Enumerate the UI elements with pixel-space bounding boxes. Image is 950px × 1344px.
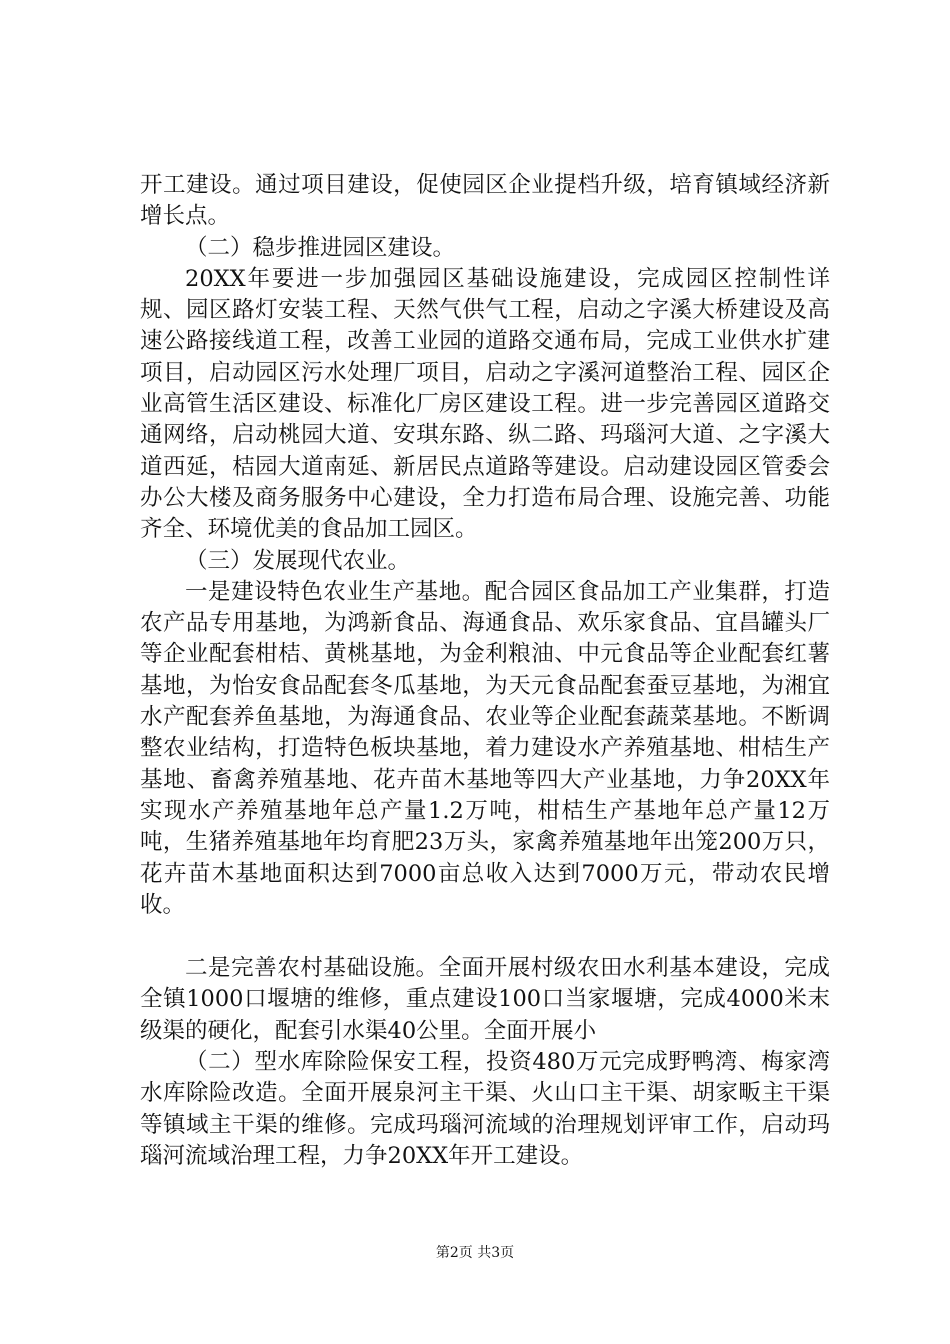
paragraph-rural-infrastructure: 二是完善农村基础设施。全面开展村级农田水利基本建设，完成全镇1000口堰塘的维修，重点建设100口当家堰塘，完成4000米末级渠的硬化，配套引水渠40公里。全面开展小: [140, 955, 830, 1044]
paragraph-reservoir-project: （二）型水库除险保安工程，投资480万元完成野鸭湾、梅家湾水库除险改造。全面开展泉河主干渠、火山口主干渠、胡家畈主干渠等镇域主干渠的维修。完成玛瑙河流域的治理规划评审工作，启动玛瑙河流域治理工程，力争20XX年开工建设。: [140, 1049, 830, 1169]
document-body: [140, 170, 830, 1172]
section-heading-modern-agriculture: （三）发展现代农业。: [185, 547, 411, 574]
paragraph-continuation: 开工建设。通过项目建设，促使园区企业提档升级，培育镇域经济新增长点。: [140, 172, 830, 230]
section-heading-park-construction: （二）稳步推进园区建设。: [185, 234, 456, 261]
paragraph-agriculture-bases: 一是建设特色农业生产基地。配合园区食品加工产业集群，打造农产品专用基地，为鸿新食品、海通食品、欢乐家食品、宜昌罐头厂等企业配套柑桔、黄桃基地，为金利粮油、中元食品等企业配套红薯基地，为怡安食品配套冬瓜基地，为天元食品配套蚕豆基地，为湘宜水产配套养鱼基地，为海通食品、农业等企业配套蔬菜基地。不断调整农业结构，打造特色板块基地，着力建设水产养殖基地、柑桔生产基地、畜禽养殖基地、花卉苗木基地等四大产业基地，力争20XX年实现水产养殖基地年总产量1.2万吨，柑桔生产基地年总产量12万吨，生猪养殖基地年均育肥23万头，家禽养殖基地年出笼200万只，花卉苗木基地面积达到7000亩总收入达到7000万元，带动农民增收。: [140, 578, 830, 918]
page-footer: 第2页 共3页: [435, 1245, 515, 1261]
paragraph-park-infrastructure: 20XX年要进一步加强园区基础设施建设，完成园区控制性详规、园区路灯安装工程、天然气供气工程，启动之字溪大桥建设及高速公路接线道工程，改善工业园的道路交通布局，完成工业供水扩建项目，启动园区污水处理厂项目，启动之字溪河道整治工程、园区企业高管生活区建设、标准化厂房区建设工程。进一步完善园区道路交通网络，启动桃园大道、安琪东路、纵二路、玛瑙河大道、之字溪大道西延，桔园大道南延、新居民点道路等建设。启动建设园区管委会办公大楼及商务服务中心建设，全力打造布局合理、设施完善、功能齐全、环境优美的食品加工园区。: [140, 265, 830, 543]
